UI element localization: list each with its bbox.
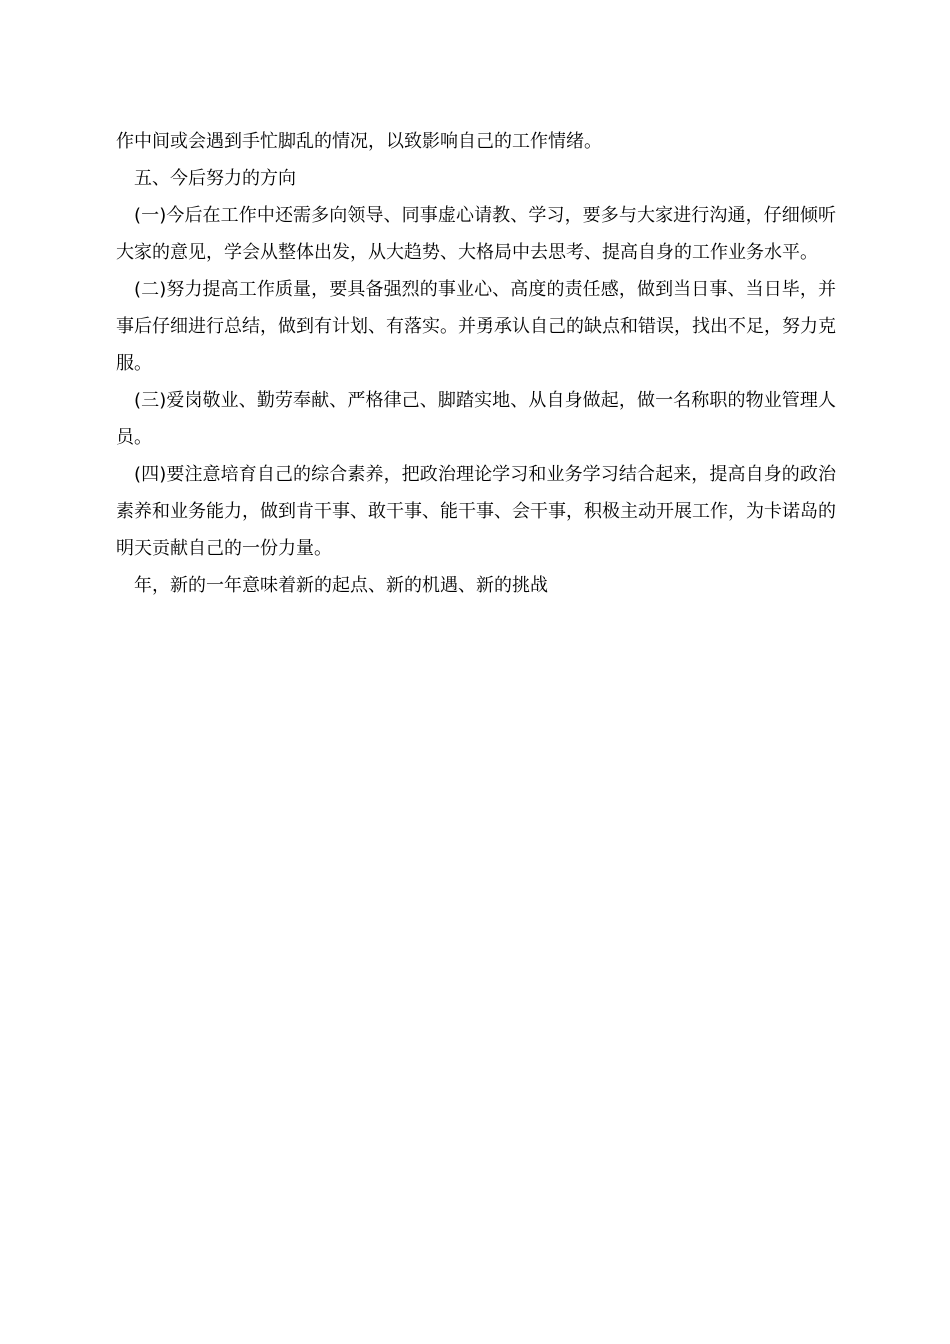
section-heading: 五、今后努力的方向: [134, 168, 296, 189]
paragraph-item-1: (一)今后在工作中还需多向领导、同事虚心请教、学习，要多与大家进行沟通，仔细倾听大家的意见，学会从整体出发，从大趋势、大格局中去思考、提高自身的工作业务水平。: [116, 205, 836, 263]
paragraph-item-2: (二)努力提高工作质量，要具备强烈的事业心、高度的责任感，做到当日事、当日毕，并事后仔细进行总结，做到有计划、有落实。并勇承认自己的缺点和错误，找出不足，努力克服。: [116, 279, 836, 374]
paragraph-item-4: (四)要注意培育自己的综合素养，把政治理论学习和业务学习结合起来，提高自身的政治素养和业务能力，做到肯干事、敢干事、能干事、会干事，积极主动开展工作，为卡诺岛的明天贡献自己的一份力量。: [116, 464, 836, 559]
paragraph-continuation: 作中间或会遇到手忙脚乱的情况，以致影响自己的工作情绪。: [116, 131, 602, 152]
paragraph-item-3: (三)爱岗敬业、勤劳奉献、严格律己、脚踏实地、从自身做起，做一名称职的物业管理人员。: [116, 390, 836, 448]
document-body: [116, 123, 836, 604]
paragraph-closing: 年，新的一年意味着新的起点、新的机遇、新的挑战: [134, 575, 548, 596]
